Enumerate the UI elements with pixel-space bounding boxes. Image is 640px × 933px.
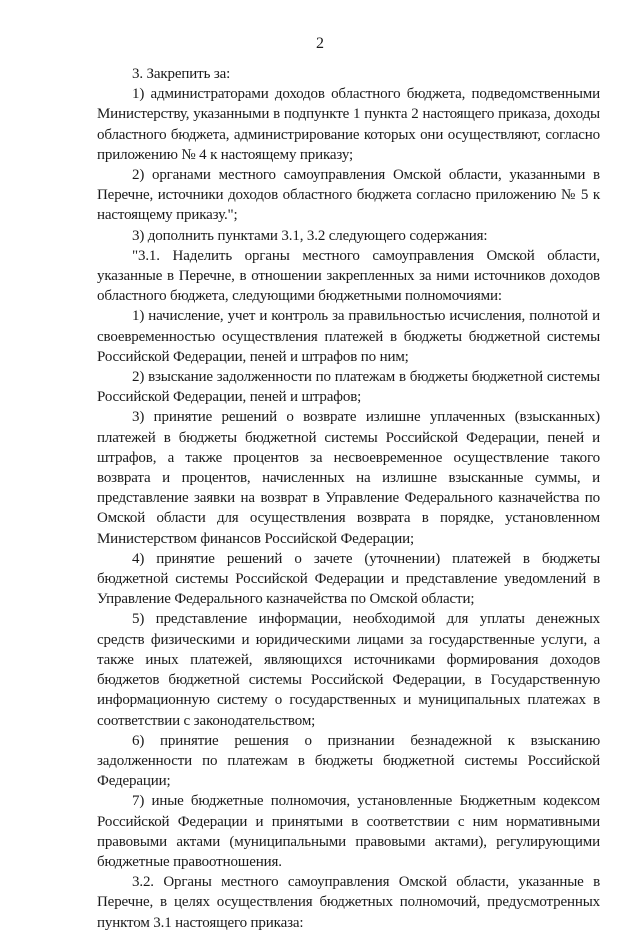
paragraph-3: 3. Закрепить за: bbox=[132, 66, 231, 82]
paragraph-3-1: 1) администраторами доходов областного бюджета, подведомственными Министерству, указанными в подпункте 1 пункта 2 настоящего приказа, доходы областного бюджета, администрирование которых они осуществляют, согласно приложению № 4 к настоящему приказу; bbox=[97, 86, 600, 163]
paragraph-3-2-intro: 3.2. Органы местного самоуправления Омской области, указанные в Перечне, в целях осуществления бюджетных полномочий, предусмотренных пунктом 3.1 настоящего приказа: bbox=[97, 874, 600, 931]
page-number: 2 bbox=[316, 35, 324, 52]
list-item-1: 1) начисление, учет и контроль за правильностью исчисления, полнотой и своевременностью осуществления платежей в бюджеты бюджетной системы Российской Федерации, пеней и штрафов по ним; bbox=[97, 308, 600, 365]
list-item-4: 4) принятие решений о зачете (уточнении) платежей в бюджеты бюджетной системы Российской Федерации и представление уведомлений в Управление Федерального казначейства по Омской области; bbox=[97, 550, 600, 608]
list-item-6: 6) принятие решения о признании безнадежной к взысканию задолженности по платежам в бюджеты бюджетной системы Российской Федерации; bbox=[97, 732, 600, 790]
document-body bbox=[97, 64, 600, 933]
list-item-2: 2) взыскание задолженности по платежам в бюджеты бюджетной системы Российской Федерации, пеней и штрафов; bbox=[97, 369, 600, 406]
paragraph-3-1-intro: "3.1. Наделить органы местного самоуправления Омской области, указанные в Перечне, в отношении закрепленных за ними источников доходов областного бюджета, следующими бюджетными полномочиями: bbox=[97, 247, 600, 305]
paragraph-3-2: 2) органами местного самоуправления Омской области, указанными в Перечне, источники доходов областного бюджета согласно приложению № 5 к настоящему приказу."; bbox=[97, 167, 600, 224]
paragraph-amend-3: 3) дополнить пунктами 3.1, 3.2 следующего содержания: bbox=[132, 227, 488, 244]
list-item-3: 3) принятие решений о возврате излишне уплаченных (взысканных) платежей в бюджеты бюджетной системы Российской Федерации, пеней и штрафов, а также процентов за несвоевременное осуществление такого возврата и процентов, начисленных на излишне взысканные суммы, и представление заявки на возврат в Управление Федерального казначейства по Омской области для осуществления возврата в порядке, установленном Министерством финансов Российской Федерации; bbox=[97, 409, 600, 547]
list-item-7: 7) иные бюджетные полномочия, установленные Бюджетным кодексом Российской Федерации и принятыми в соответствии с ним нормативными правовыми актами (муниципальными правовыми актами), регулирующими бюджетные правоотношения. bbox=[97, 793, 600, 870]
list-item-5: 5) представление информации, необходимой для уплаты денежных средств физическими и юридическими лицами за государственные услуги, а также иных платежей, являющихся источниками формирования доходов бюджетов бюджетной системы Российской Федерации, в Государственную информационную систему о государственных и муниципальных платежах в соответствии с законодательством; bbox=[97, 611, 600, 729]
